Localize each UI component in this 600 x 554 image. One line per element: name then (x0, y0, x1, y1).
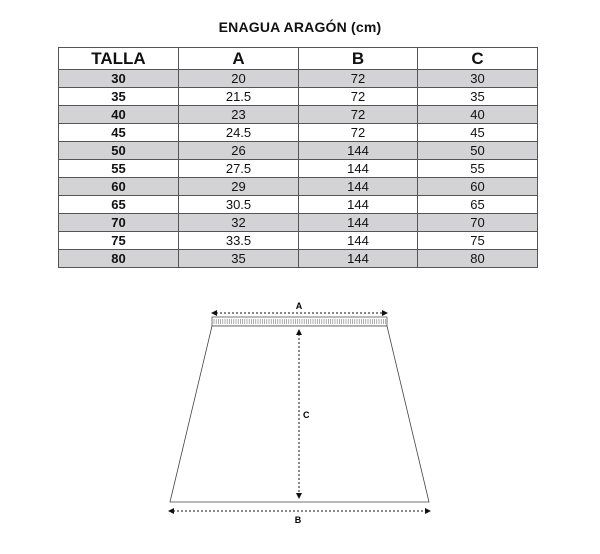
cell-a: 23 (179, 106, 299, 124)
cell-a: 33.5 (179, 232, 299, 250)
cell-b: 144 (299, 178, 418, 196)
cell-a: 21.5 (179, 88, 299, 106)
cell-c: 60 (418, 178, 538, 196)
cell-b: 144 (299, 142, 418, 160)
cell-talla: 65 (59, 196, 179, 214)
cell-b: 144 (299, 214, 418, 232)
dimension-b-label: B (294, 515, 302, 525)
cell-talla: 50 (59, 142, 179, 160)
skirt-waistband (212, 317, 387, 326)
cell-b: 144 (299, 196, 418, 214)
cell-talla: 35 (59, 88, 179, 106)
cell-c: 70 (418, 214, 538, 232)
cell-c: 55 (418, 160, 538, 178)
cell-talla: 70 (59, 214, 179, 232)
cell-talla: 80 (59, 250, 179, 268)
cell-b: 72 (299, 106, 418, 124)
cell-a: 30.5 (179, 196, 299, 214)
dimension-c-label: C (303, 410, 310, 420)
cell-c: 30 (418, 70, 538, 88)
cell-a: 29 (179, 178, 299, 196)
cell-c: 35 (418, 88, 538, 106)
cell-b: 72 (299, 70, 418, 88)
cell-b: 144 (299, 232, 418, 250)
cell-talla: 40 (59, 106, 179, 124)
cell-c: 80 (418, 250, 538, 268)
cell-talla: 30 (59, 70, 179, 88)
cell-talla: 60 (59, 178, 179, 196)
header-a: A (179, 48, 299, 70)
cell-a: 24.5 (179, 124, 299, 142)
cell-talla: 45 (59, 124, 179, 142)
header-b: B (299, 48, 418, 70)
cell-c: 45 (418, 124, 538, 142)
cell-a: 27.5 (179, 160, 299, 178)
cell-c: 75 (418, 232, 538, 250)
header-talla: TALLA (59, 48, 179, 70)
cell-c: 40 (418, 106, 538, 124)
cell-a: 35 (179, 250, 299, 268)
cell-b: 72 (299, 88, 418, 106)
cell-talla: 75 (59, 232, 179, 250)
cell-talla: 55 (59, 160, 179, 178)
cell-a: 26 (179, 142, 299, 160)
header-c: C (418, 48, 538, 70)
cell-c: 65 (418, 196, 538, 214)
dimension-a-label: A (295, 301, 303, 311)
cell-b: 144 (299, 160, 418, 178)
cell-b: 144 (299, 250, 418, 268)
cell-c: 50 (418, 142, 538, 160)
cell-b: 72 (299, 124, 418, 142)
cell-a: 20 (179, 70, 299, 88)
cell-a: 32 (179, 214, 299, 232)
page-title: ENAGUA ARAGÓN (cm) (218, 19, 382, 35)
